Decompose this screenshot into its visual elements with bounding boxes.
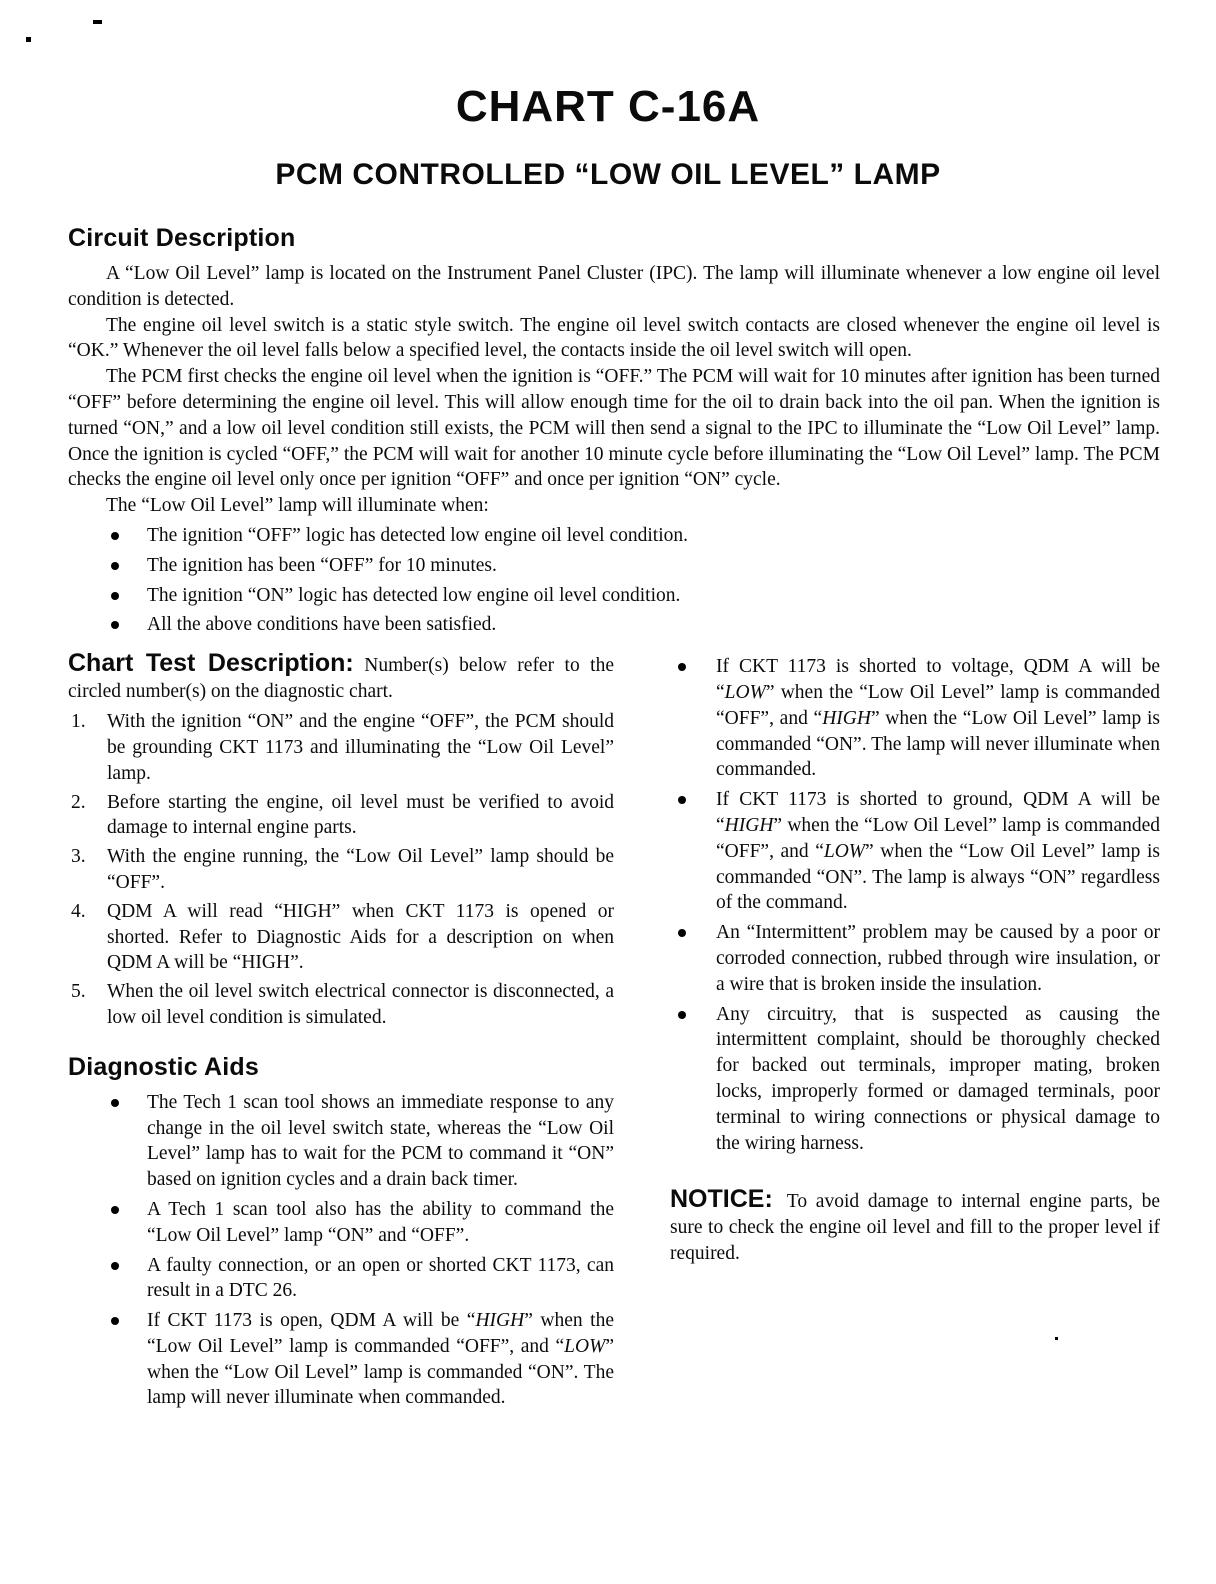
list-item <box>68 979 614 1031</box>
circuit-description-heading: Circuit Description <box>68 224 296 252</box>
circuit-paragraph-3: The PCM first checks the engine oil level when the ignition is “OFF.” The PCM will wait for 10 minutes after ignition has been turned “OFF” before determining the engine oil level. This will allow enough time for the oil to drain back into the oil pan. When the ignition is turned “ON,” and a low oil level condition still exists, the PCM will then send a signal to the IPC to illuminate the “Low Oil Level” lamp. Once the ignition is cycled “OFF,” the PCM will wait for another 10 minute cycle before illuminating the “Low Oil Level” lamp. The PCM checks the engine oil level only once per ignition “OFF” and once per ignition “ON” cycle. <box>68 366 1160 491</box>
notice-label: NOTICE: <box>670 1185 773 1214</box>
list-item: An “Intermittent” problem may be caused by a poor or corroded connection, rubbed through wire insulation, or a wire that is broken inside the insulation. <box>670 920 1160 997</box>
chart-test-intro-text: Number(s) below refer to the circled number(s) on the diagnostic chart. <box>68 655 615 703</box>
list-item: A Tech 1 scan tool also has the ability to command the “Low Oil Level” lamp “ON” and “OFF”. <box>68 1197 614 1249</box>
diagnostic-aids-heading: Diagnostic Aids <box>68 1052 259 1081</box>
circuit-paragraph-2: The engine oil level switch is a static style switch. The engine oil level switch contacts are closed whenever the engine oil level is “OK.” Whenever the oil level falls below a specified level, the contacts inside the oil level switch will open. <box>68 314 1160 362</box>
list-item: The ignition “OFF” logic has detected low engine oil level condition. <box>68 523 1160 549</box>
item-number: 1. <box>71 711 86 733</box>
list-item: All the above conditions have been satisfied. <box>68 612 1160 638</box>
item-number: 5. <box>71 981 86 1003</box>
scan-speck-dot-2 <box>1055 1337 1058 1340</box>
page-subtitle: PCM CONTROLLED “LOW OIL LEVEL” LAMP <box>275 158 941 191</box>
list-item <box>68 899 614 976</box>
right-column <box>670 650 1160 1267</box>
page-content <box>0 224 1216 1415</box>
item-number: 2. <box>71 791 86 813</box>
diagnostic-aids-list <box>68 1090 614 1412</box>
list-item <box>68 790 614 842</box>
illuminate-intro: The “Low Oil Level” lamp will illuminate when: <box>106 495 489 517</box>
qdm-behavior-list <box>670 654 1160 1156</box>
scan-speck-dot <box>26 37 31 42</box>
item-text: QDM A will read “HIGH” when CKT 1173 is opened or shorted. Refer to Diagnostic Aids for a description on when QDM A will be “HIGH”. <box>107 900 614 974</box>
chart-test-heading: Chart Test Description: <box>68 649 354 678</box>
list-item: If CKT 1173 is open, QDM A will be “HIGH” when the “Low Oil Level” lamp is commanded “OFF”, and “LOW” when the “Low Oil Level” lamp is commanded “ON”. The lamp will never illuminate when commanded. <box>68 1308 614 1411</box>
list-item: The Tech 1 scan tool shows an immediate response to any change in the oil level switch state, whereas the “Low Oil Level” lamp has to wait for the PCM to command it “ON” based on ignition cycles and a drain back timer. <box>68 1090 614 1193</box>
list-item <box>68 709 614 786</box>
item-text: Before starting the engine, oil level must be verified to avoid damage to internal engine parts. <box>107 791 614 839</box>
list-item: If CKT 1173 is shorted to ground, QDM A will be “HIGH” when the “Low Oil Level” lamp is commanded “OFF”, and “LOW” when the “Low Oil Level” lamp is commanded “ON”. The lamp is always “ON” regardless of the command. <box>670 787 1160 916</box>
list-item: The ignition has been “OFF” for 10 minutes. <box>68 553 1160 579</box>
illuminate-conditions-list <box>68 523 1160 638</box>
notice-text: To avoid damage to internal engine parts, be sure to check the engine oil level and fill to the proper level if required. <box>670 1191 1160 1265</box>
item-text: With the ignition “ON” and the engine “OFF”, the PCM should be grounding CKT 1173 and illuminating the “Low Oil Level” lamp. <box>107 711 614 784</box>
list-item: The ignition “ON” logic has detected low engine oil level condition. <box>68 583 1160 609</box>
list-item: Any circuitry, that is suspected as causing the intermittent complaint, should be thoroughly checked for backed out terminals, improper mating, broken locks, improperly formed or damaged terminals, poor terminal to wiring connections or physical damage to the wiring harness. <box>670 1002 1160 1157</box>
page-title: CHART C-16A <box>455 82 761 131</box>
chart-test-list <box>68 709 614 1031</box>
chart-test-intro <box>68 650 614 705</box>
notice-paragraph <box>670 1186 1160 1267</box>
item-number: 4. <box>71 900 86 922</box>
circuit-paragraph-1: A “Low Oil Level” lamp is located on the Instrument Panel Cluster (IPC). The lamp will illuminate whenever a low engine oil level condition is detected. <box>68 263 1160 310</box>
left-column <box>68 650 614 1415</box>
list-item: A faulty connection, or an open or shorted CKT 1173, can result in a DTC 26. <box>68 1253 614 1305</box>
item-text: When the oil level switch electrical connector is disconnected, a low oil level condition is simulated. <box>107 981 614 1028</box>
scan-speck-dash <box>93 20 102 24</box>
two-column-area <box>68 650 1160 1415</box>
list-item: If CKT 1173 is shorted to voltage, QDM A will be “LOW” when the “Low Oil Level” lamp is commanded “OFF”, and “HIGH” when the “Low Oil Level” lamp is commanded “ON”. The lamp will never illuminate when commanded. <box>670 654 1160 783</box>
item-text: With the engine running, the “Low Oil Level” lamp should be “OFF”. <box>107 846 614 893</box>
item-number: 3. <box>71 846 86 868</box>
list-item <box>68 844 614 896</box>
